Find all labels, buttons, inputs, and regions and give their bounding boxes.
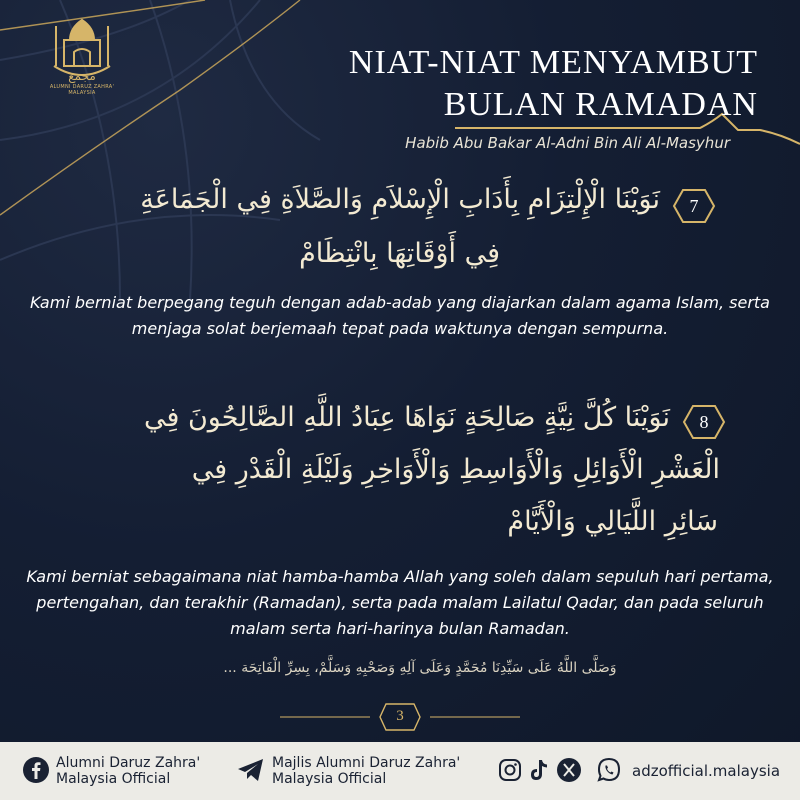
page-title-line-2: BULAN RAMADAN [443,86,758,123]
svg-text:مجمع: مجمع [68,69,96,83]
author: Habib Abu Bakar Al-Adni Bin Ali Al-Masyhur [405,134,730,152]
whatsapp-icon[interactable] [596,757,622,783]
logo-caption: ALUMNI DARUZ ZAHRA' MALAYSIA [49,84,115,96]
facebook-link[interactable] [56,755,200,787]
instagram-icon[interactable] [498,758,522,782]
facebook-line-2: Malaysia Official [56,771,171,787]
facebook-icon[interactable] [22,756,50,784]
tiktok-icon[interactable] [528,758,550,782]
niat-8-arabic-line-1: نَوَيْنَا كُلَّ نِيَّةٍ صَالِحَةٍ نَوَاهَا عِبَادُ اللَّهِ الصَّالِحُونَ فِي [143,402,670,433]
footer [0,742,800,800]
niat-7-translation: Kami berniat berpegang teguh dengan adab-adab yang diajarkan dalam agama Islam, serta menjaga solat berjemaah tepat pada waktunya dengan sempurna. [30,293,770,338]
telegram-line-1: Majlis Alumni Daruz Zahra' [272,755,461,771]
social-handle[interactable]: adzofficial.malaysia [632,762,781,780]
niat-7-arabic-line-2: فِي أَوْقَاتِهَا بِانْتِظَامْ [299,238,500,269]
niat-8-translation: Kami berniat sebagaimana niat hamba-hamba Allah yang soleh dalam sepuluh hari pertama, pertengahan, dan terakhir (Ramadan), serta pada malam Lailatul Qadar, dan pada seluruh malam serta hari-harinya bulan Ramadan. [26,567,774,638]
page-number: 3 [396,708,404,724]
telegram-icon[interactable] [236,756,266,784]
niat-7-number: 7 [689,196,699,216]
niat-8-arabic-line-2: الْعَشْرِ الْأَوَائِلِ وَالْأَوَاسِطِ وَالْأَوَاخِرِ وَلَيْلَةِ الْقَدْرِ فِي [191,454,720,485]
niat-7-arabic-line-1: نَوَيْنَا الْإِلْتِزَامِ بِأَدَابِ الْإِسْلاَمِ وَالصَّلاَةِ فِي الْجَمَاعَةِ [140,184,660,215]
facebook-line-1: Alumni Daruz Zahra' [56,755,201,771]
telegram-line-2: Malaysia Official [272,771,387,787]
telegram-link[interactable] [272,755,460,787]
x-icon[interactable] [556,757,582,783]
closing-salawat: وَصَلَّى اللَّهُ عَلَى سَيِّدِنَا مُحَمَّدٍ وَعَلَى آلِهِ وَصَحْبِهِ وَسَلَّمْ، بِسِرِّ الْفَاتِحَة ... [223,660,617,676]
logo-mosque-icon [42,14,122,86]
niat-8-arabic-line-3: سَائِرِ اللَّيَالِي وَالْأَيَّامْ [507,506,718,537]
page-title-line-1: NIAT-NIAT MENYAMBUT [348,44,758,81]
niat-8-number: 8 [699,412,709,432]
